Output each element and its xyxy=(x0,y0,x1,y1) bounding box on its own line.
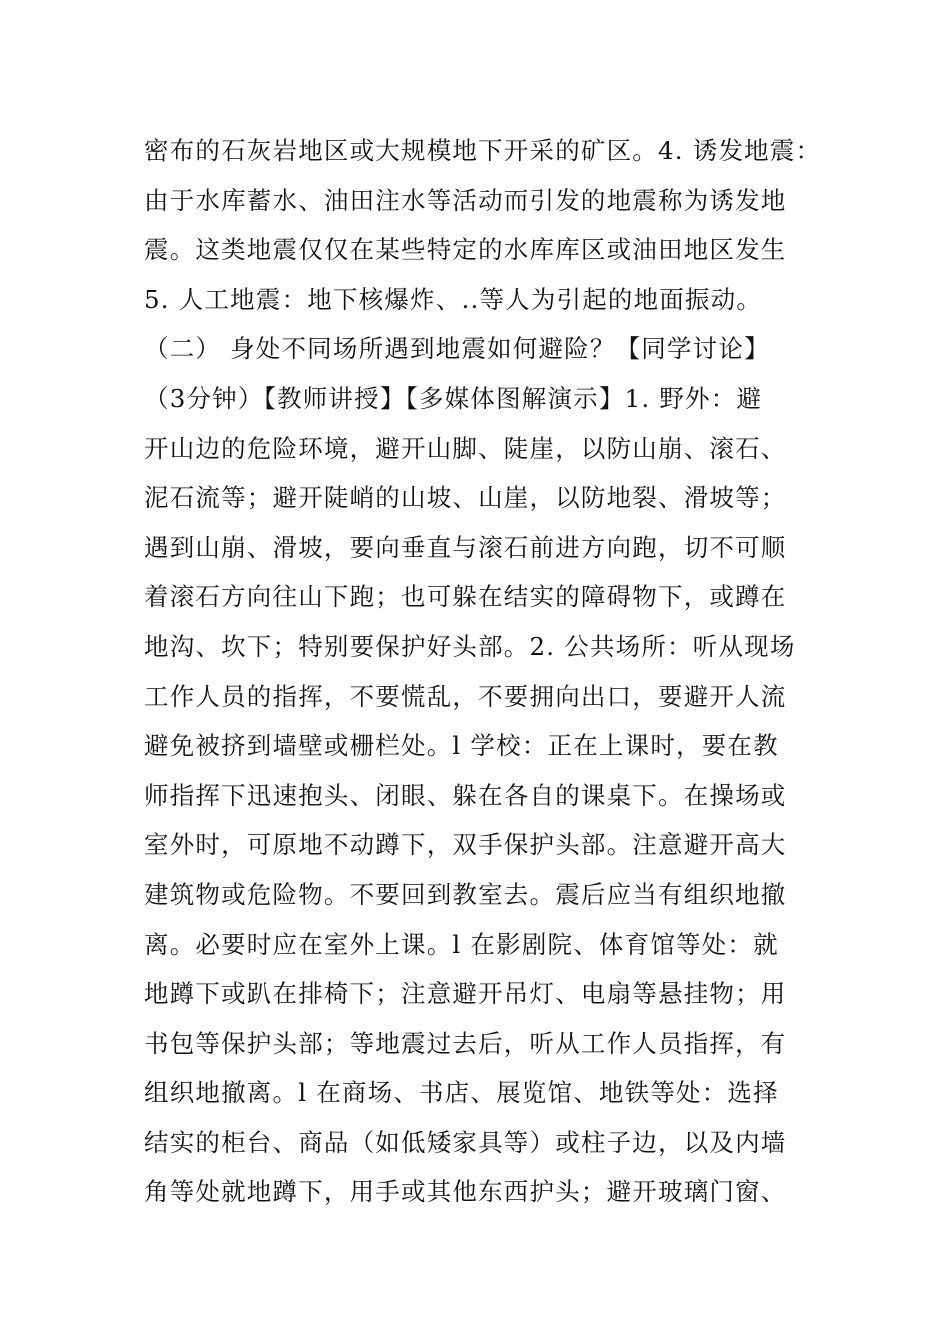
text-line: （二） 身处不同场所遇到地震如何避险？【同学讨论】 xyxy=(144,334,770,364)
text-line: 离。必要时应在室外上课。l 在影剧院、体育馆等处：就 xyxy=(144,929,779,959)
text-line: 地沟、坎下；特别要保护好头部。2. 公共场所：听从现场 xyxy=(144,631,796,661)
text-line: 着滚石方向往山下跑；也可躲在结实的障碍物下，或蹲在 xyxy=(144,582,787,612)
text-line: 地蹲下或趴在排椅下；注意避开吊灯、电扇等悬挂物；用 xyxy=(144,979,787,1009)
text-line: 密布的石灰岩地区或大规模地下开采的矿区。4. 诱发地震： xyxy=(144,136,822,165)
text-line: 避免被挤到墙壁或栅栏处。l 学校：正在上课时，要在教 xyxy=(144,731,779,761)
text-line: 工作人员的指挥，不要慌乱，不要拥向出口，要避开人流 xyxy=(144,681,787,711)
text-line: （3分钟）【教师讲授】【多媒体图解演示】1. 野外：避 xyxy=(144,383,763,413)
text-line: 由于水库蓄水、油田注水等活动而引发的地震称为诱发地 xyxy=(144,185,787,215)
text-line: 泥石流等；避开陡峭的山坡、山崖，以防地裂、滑坡等； xyxy=(144,483,787,513)
text-line: 结实的柜台、商品（如低矮家具等）或柱子边，以及内墙 xyxy=(144,1127,787,1157)
text-line: 遇到山崩、滑坡，要向垂直与滚石前进方向跑，切不可顺 xyxy=(144,532,787,562)
text-line: 角等处就地蹲下，用手或其他东西护头；避开玻璃门窗、 xyxy=(144,1177,787,1207)
text-line: 5. 人工地震：地下核爆炸、..等人为引起的地面振动。 xyxy=(144,284,763,314)
text-line: 组织地撤离。l 在商场、书店、展览馆、地铁等处：选择 xyxy=(144,1078,779,1108)
text-line: 室外时，可原地不动蹲下，双手保护头部。注意避开高大 xyxy=(144,830,787,860)
text-line: 震。这类地震仅仅在某些特定的水库库区或油田地区发生 xyxy=(144,235,787,265)
text-line: 书包等保护头部；等地震过去后，听从工作人员指挥，有 xyxy=(144,1028,787,1058)
text-line: 开山边的危险环境，避开山脚、陡崖，以防山崩、滚石、 xyxy=(144,433,787,463)
text-line: 师指挥下迅速抱头、闭眼、躲在各自的课桌下。在操场或 xyxy=(144,780,787,810)
text-line: 建筑物或危险物。不要回到教室去。震后应当有组织地撤 xyxy=(144,879,787,909)
body-text xyxy=(144,126,822,1217)
